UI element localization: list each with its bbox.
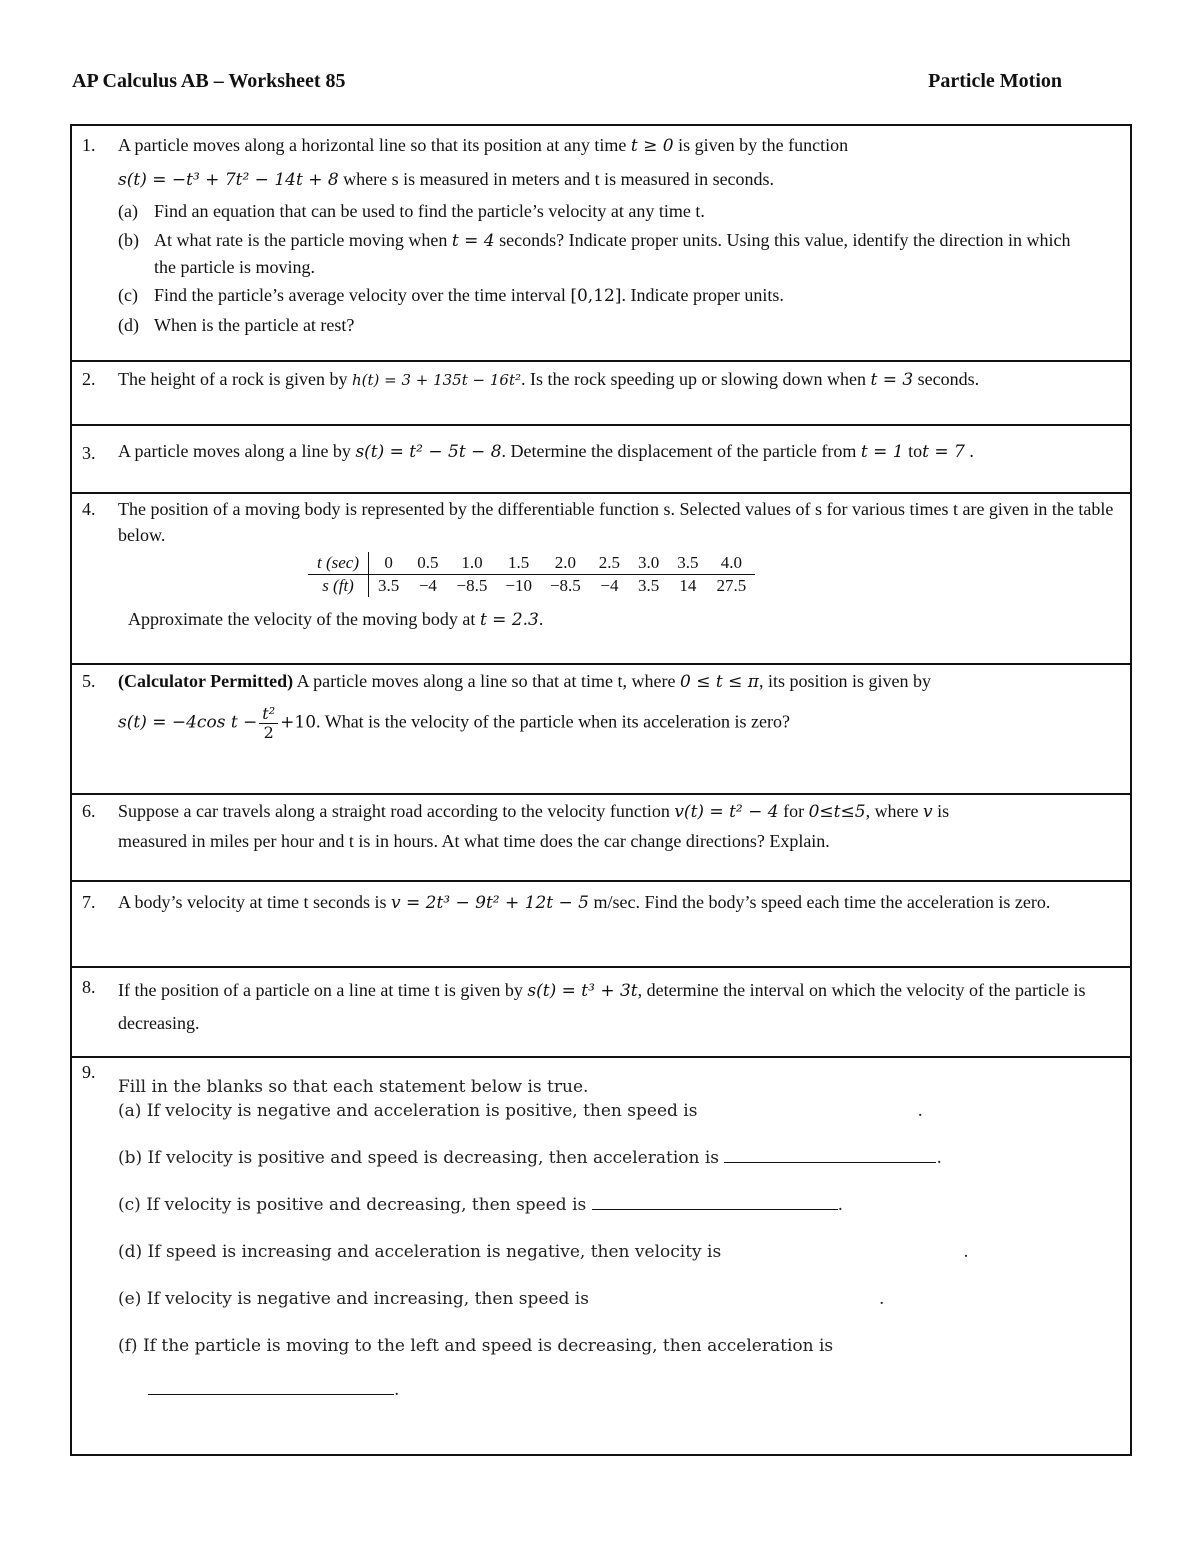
problem-number: 5. — [82, 671, 96, 691]
table-row-s — [308, 575, 755, 598]
problem-9-part-b: (b) If velocity is positive and speed is decreasing, then acceleration is . — [118, 1148, 942, 1168]
problem-1-part-c: (c) Find the particle’s average velocity over the time interval [0,12]. Indicate proper units. — [118, 285, 784, 306]
problem-9-part-f: (f) If the particle is moving to the left and speed is decreasing, then acceleration is — [118, 1336, 834, 1356]
problem-3-line: A particle moves along a line by s(t) = t² − 5t − 8. Determine the displacement of the particle from t = 1 tot = 7 . — [118, 441, 974, 462]
answer-blank[interactable] — [148, 1394, 394, 1395]
problem-5 — [72, 665, 1130, 795]
problem-8-text: If the position of a particle on a line at time t is given by s(t) = t³ + 3t, determine the interval on which the velocity of the particle is decreasing. — [118, 980, 1086, 1033]
table-cell: 0.5 — [408, 552, 447, 575]
problem-4-text: The position of a moving body is represented by the differentiable function s. Selected values of s for various times t are given in the table below. — [118, 499, 1114, 545]
table-cell: 0 — [369, 552, 409, 575]
table-cell: 2.5 — [590, 552, 629, 575]
fraction: $\frac{\text{t²}}{2}$ — [259, 705, 278, 742]
worksheet-topic: Particle Motion — [928, 70, 1062, 92]
position-table — [308, 552, 755, 597]
problem-9-part-e: (e) If velocity is negative and increasing, then speed is . — [118, 1289, 885, 1309]
table-cell: 3.5 — [638, 576, 660, 595]
table-cell: 1.0 — [448, 552, 497, 575]
table-cell: −8.5 — [549, 576, 581, 595]
problem-9-part-d: (d) If speed is increasing and acceleration is negative, then velocity is . — [118, 1242, 969, 1262]
problem-number: 7. — [82, 892, 96, 912]
problem-number: 8. — [82, 977, 96, 997]
table-cell: 4.0 — [708, 552, 756, 575]
table-cell: 3.5 — [378, 576, 400, 595]
problem-7-text: A body’s velocity at time t seconds is v = 2t³ − 9t² + 12t − 5 m/sec. Find the body’s speed each time the acceleration is zero. — [118, 892, 1051, 913]
worksheet-header — [72, 70, 1062, 100]
answer-blank[interactable] — [592, 1209, 838, 1210]
problem-number: 2. — [82, 369, 96, 389]
problem-9-part-f-blank: . — [148, 1380, 399, 1400]
problem-8 — [72, 968, 1130, 1058]
table-cell: −8.5 — [456, 576, 488, 595]
problem-6-line-2: measured in miles per hour and t is in hours. At what time does the car change directions? Explain. — [118, 831, 830, 851]
table-row-t — [308, 552, 755, 575]
problem-1 — [72, 126, 1130, 362]
table-header-t: t (sec) — [308, 552, 369, 575]
table-cell: 1.5 — [496, 552, 541, 575]
table-header-s: s (ft) — [308, 575, 369, 598]
problem-5-line-2: s(t) = −4cos t − $\frac{\text{t²}}{2}$ +10. What is the velocity of the particle when its acceleration is zero? — [118, 704, 791, 742]
problem-9 — [72, 1058, 1130, 1454]
problem-number: 4. — [82, 499, 96, 519]
table-cell: 14 — [679, 576, 697, 595]
problem-9-intro: Fill in the blanks so that each statement below is true. — [118, 1077, 589, 1097]
problem-1-line-1: A particle moves along a horizontal line so that its position at any time t ≥ 0 is given by the function — [118, 135, 849, 156]
problem-2 — [72, 362, 1130, 426]
table-cell: 2.0 — [541, 552, 590, 575]
problem-9-part-a: (a) If velocity is negative and acceleration is positive, then speed is . — [118, 1101, 923, 1121]
problem-5-line-1: (Calculator Permitted) A particle moves along a line so that at time t, where 0 ≤ t ≤ π, its position is given by — [118, 671, 931, 692]
worksheet-title: AP Calculus AB – Worksheet 85 — [72, 70, 346, 92]
table-cell: 27.5 — [716, 576, 747, 595]
problem-1-part-a: (a) Find an equation that can be used to find the particle’s velocity at any time t. — [118, 201, 705, 221]
table-cell: −4 — [600, 576, 619, 595]
problem-6-line-1: Suppose a car travels along a straight road according to the velocity function v(t) = t² − 4 for 0≤t≤5, where v is — [118, 801, 950, 822]
problem-1-line-2: s(t) = −t³ + 7t² − 14t + 8 where s is measured in meters and t is measured in seconds. — [118, 169, 775, 190]
problem-number: 3. — [82, 443, 96, 463]
problem-1-part-d: (d) When is the particle at rest? — [118, 315, 355, 335]
problem-3 — [72, 426, 1130, 494]
problem-6 — [72, 795, 1130, 882]
table-cell: 3.0 — [629, 552, 668, 575]
problems-frame — [70, 124, 1132, 1456]
problem-2-line: The height of a rock is given by h(t) = 3 + 135t − 16t². Is the rock speeding up or slowing down when t = 3 seconds. — [118, 369, 980, 390]
problem-4 — [72, 494, 1130, 665]
problem-7 — [72, 882, 1130, 968]
answer-blank[interactable] — [724, 1162, 936, 1163]
problem-4-question: Approximate the velocity of the moving body at t = 2.3. — [128, 609, 544, 630]
problem-number: 6. — [82, 801, 96, 821]
problem-9-part-c: (c) If velocity is positive and decreasing, then speed is . — [118, 1195, 844, 1215]
problem-number: 1. — [82, 135, 96, 155]
table-cell: 3.5 — [668, 552, 707, 575]
problem-number: 9. — [82, 1062, 96, 1082]
table-cell: −4 — [418, 576, 437, 595]
table-cell: −10 — [505, 576, 532, 595]
problem-1-part-b: (b) At what rate is the particle moving when t = 4 seconds? Indicate proper units. Using this value, identify the direction in which the particle is moving. — [118, 230, 1071, 277]
